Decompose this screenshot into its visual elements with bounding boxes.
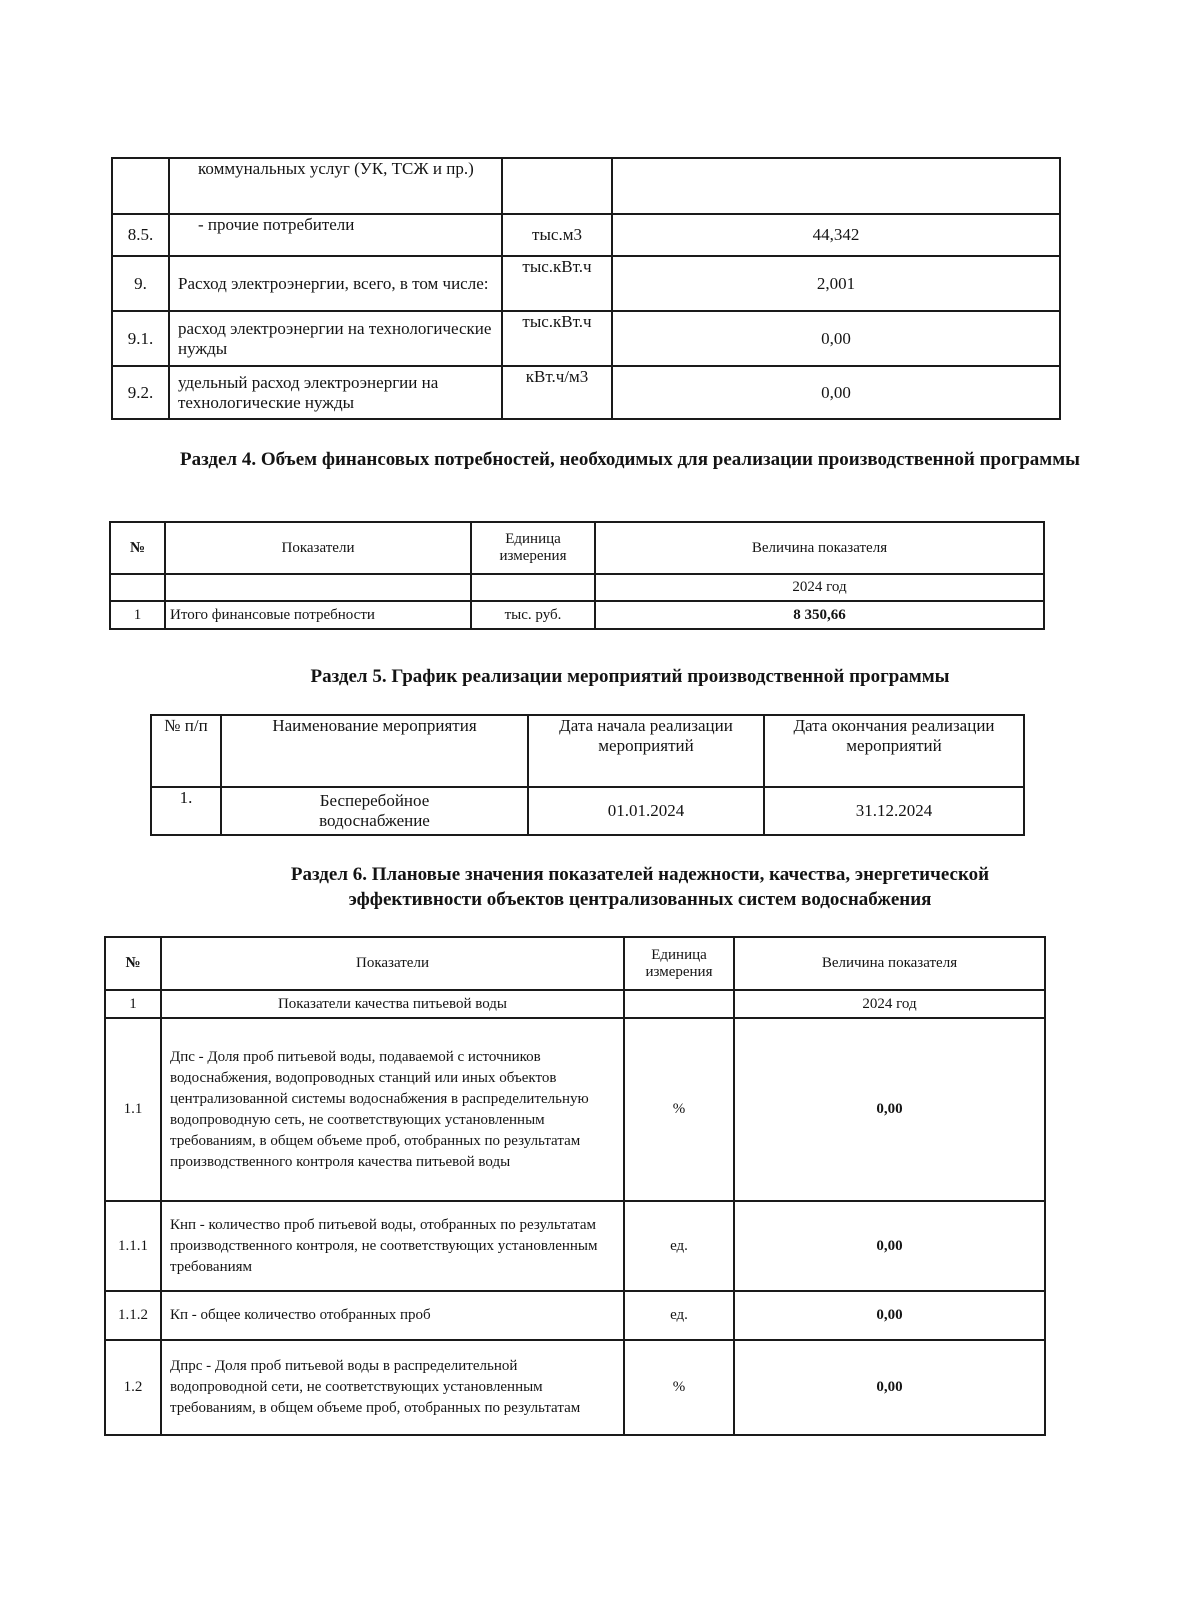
row-name: Итого финансовые потребности xyxy=(165,601,471,629)
header-name: Показатели xyxy=(165,522,471,574)
row-name: Расход электроэнергии, всего, в том числе: xyxy=(169,256,502,311)
table-header-row xyxy=(105,937,1045,990)
table-row xyxy=(112,214,1060,256)
table-group-row xyxy=(105,990,1045,1018)
row-unit: кВт.ч/м3 xyxy=(502,366,612,419)
row-name: удельный расход электроэнергии на технологические нужды xyxy=(169,366,502,419)
header-num: № xyxy=(110,522,165,574)
row-name: Бесперебойное водоснабжение xyxy=(221,787,528,835)
row-unit: тыс.м3 xyxy=(502,214,612,256)
table-row xyxy=(105,1340,1045,1435)
header-value: Величина показателя xyxy=(734,937,1045,990)
row-num: 9.1. xyxy=(112,311,169,366)
row-unit: тыс.кВт.ч xyxy=(502,256,612,311)
table-header-row xyxy=(151,715,1024,787)
table-row xyxy=(110,601,1044,629)
section5-table xyxy=(150,714,1025,836)
row-value: 0,00 xyxy=(734,1291,1045,1340)
year-cell: 2024 год xyxy=(595,574,1044,601)
header-unit: Единица измерения xyxy=(471,522,595,574)
row-name: коммунальных услуг (УК, ТСЖ и пр.) xyxy=(169,158,502,214)
table-row xyxy=(112,311,1060,366)
row-num: 8.5. xyxy=(112,214,169,256)
table-row xyxy=(105,1018,1045,1201)
row-unit: % xyxy=(624,1340,734,1435)
table-subheader-row xyxy=(110,574,1044,601)
row-unit: тыс.кВт.ч xyxy=(502,311,612,366)
row-unit: % xyxy=(624,1018,734,1201)
section6-table xyxy=(104,936,1046,1436)
table-row xyxy=(151,787,1024,835)
header-unit: Единица измерения xyxy=(624,937,734,990)
row-value: 0,00 xyxy=(734,1018,1045,1201)
row-name: расход электроэнергии на технологические нужды xyxy=(169,311,502,366)
row-value: 44,342 xyxy=(612,214,1060,256)
row-value: 0,00 xyxy=(734,1201,1045,1291)
row-name: Кнп - количество проб питьевой воды, отобранных по результатам производственного контроля, не соответствующих установленным требованиям xyxy=(161,1201,624,1291)
row-name: - прочие потребители xyxy=(169,214,502,256)
section5-title: Раздел 5. График реализации мероприятий производственной программы xyxy=(310,666,950,687)
header-start: Дата начала реализации мероприятий xyxy=(528,715,764,787)
row-value: 0,00 xyxy=(612,311,1060,366)
row-num: 1.1 xyxy=(105,1018,161,1201)
row-start: 01.01.2024 xyxy=(528,787,764,835)
table-header-row xyxy=(110,522,1044,574)
header-num: № xyxy=(105,937,161,990)
row-unit: ед. xyxy=(624,1291,734,1340)
header-value: Величина показателя xyxy=(595,522,1044,574)
row-num: 1.1.1 xyxy=(105,1201,161,1291)
section6-title: Раздел 6. Плановые значения показателей надежности, качества, энергетической эффективности объектов централизованных систем водоснабжения xyxy=(290,864,990,910)
row-name: Кп - общее количество отобранных проб xyxy=(161,1291,624,1340)
row-unit: тыс. руб. xyxy=(471,601,595,629)
table-row xyxy=(105,1291,1045,1340)
row-value: 0,00 xyxy=(612,366,1060,419)
group-value: 2024 год xyxy=(734,990,1045,1018)
row-unit: ед. xyxy=(624,1201,734,1291)
row-num: 1. xyxy=(151,787,221,835)
row-end: 31.12.2024 xyxy=(764,787,1024,835)
table-row xyxy=(112,366,1060,419)
row-value xyxy=(612,158,1060,214)
section4-title: Раздел 4. Объем финансовых потребностей, необходимых для реализации производственной программы xyxy=(179,449,1081,470)
header-name: Наименование мероприятия xyxy=(221,715,528,787)
row-num: 1.1.2 xyxy=(105,1291,161,1340)
table-row xyxy=(112,256,1060,311)
header-num: № п/п xyxy=(151,715,221,787)
row-value: 8 350,66 xyxy=(595,601,1044,629)
section4-table xyxy=(109,521,1045,630)
row-num: 9. xyxy=(112,256,169,311)
group-num: 1 xyxy=(105,990,161,1018)
table-row xyxy=(105,1201,1045,1291)
resource-table xyxy=(111,157,1061,420)
row-num: 9.2. xyxy=(112,366,169,419)
header-end: Дата окончания реализации мероприятий xyxy=(764,715,1024,787)
row-value: 0,00 xyxy=(734,1340,1045,1435)
row-name: Дпрс - Доля проб питьевой воды в распределительной водопроводной сети, не соответствующих установленным требованиям, в общем объеме проб, отобранных по результатам xyxy=(161,1340,624,1435)
row-name: Дпс - Доля проб питьевой воды, подаваемой с источников водоснабжения, водопроводных станций или иных объектов централизованной системы водоснабжения в распределительную водопроводную сеть, не соответствующих установленным требованиям, в общем объеме проб, отобранных по результатам производственного контроля качества питьевой воды xyxy=(161,1018,624,1201)
row-unit xyxy=(502,158,612,214)
row-num xyxy=(112,158,169,214)
table-row xyxy=(112,158,1060,214)
group-name: Показатели качества питьевой воды xyxy=(161,990,624,1018)
row-num: 1 xyxy=(110,601,165,629)
row-num: 1.2 xyxy=(105,1340,161,1435)
row-value: 2,001 xyxy=(612,256,1060,311)
header-name: Показатели xyxy=(161,937,624,990)
